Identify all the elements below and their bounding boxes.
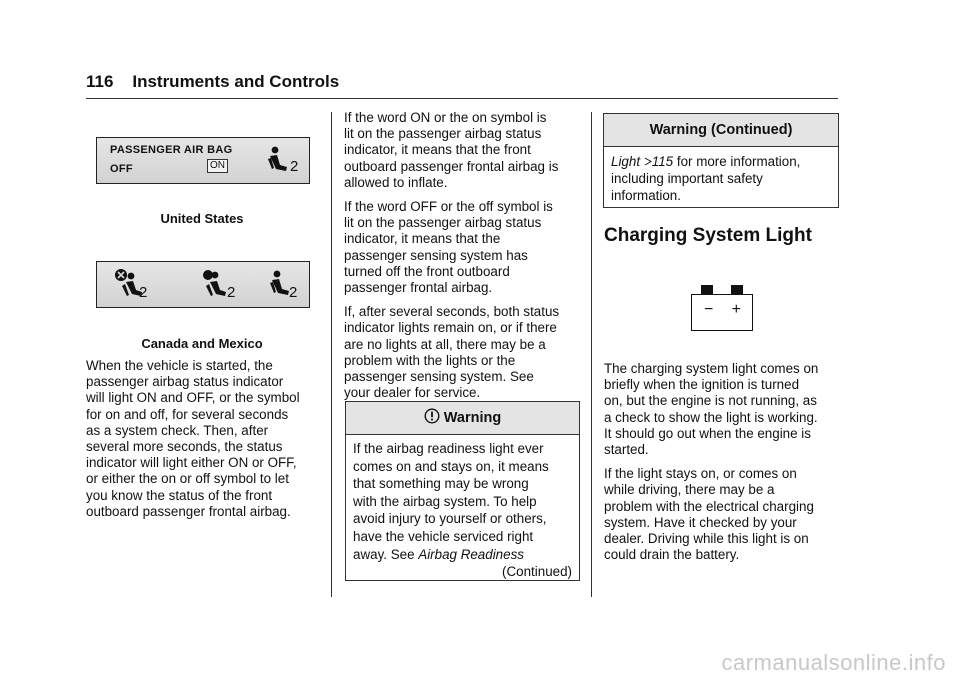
cross-reference-link[interactable]: Light [611,154,641,169]
warning-continued-text [611,153,831,205]
warning-header [346,402,579,435]
column2-body [344,110,584,401]
text-line: for more information, [673,154,801,169]
text-line: a check to show the light is working. [604,409,818,425]
text-line: lit on the passenger airbag status [344,215,542,231]
text-line: outboard passenger frontal airbag. [86,503,291,519]
warning-icon [424,408,440,424]
text-line: information. [611,188,681,204]
section-heading: Charging System Light [604,225,812,246]
warning-title: Warning [443,410,502,426]
seat-number-3: 2 [289,284,298,301]
text-line: passenger airbag status indicator [86,374,284,390]
seat-number-2: 2 [227,284,236,301]
text-line: When the vehicle is started, the [86,358,273,373]
text-line: with the airbag system. To help [353,493,537,509]
airbag-on-icon [197,268,227,300]
paragraph-service [344,304,584,401]
text-line: system. Have it checked by your [604,514,797,530]
text-line: problem with the electrical charging [604,498,814,514]
text-line: If the airbag readiness light ever [353,441,544,456]
warning-box [345,401,580,581]
seat-number-1: 2 [139,284,148,301]
text-line: briefly when the ignition is turned [604,377,800,393]
text-line: allowed to inflate. [344,174,448,190]
airbag-panel-us [96,137,310,184]
warning-continued-header: Warning (Continued) [604,114,838,147]
text-line: for on and off, for several seconds [86,406,289,422]
plus-sign: + [731,301,741,318]
text-line: including important safety [611,171,763,187]
text-line: problem with the lights or the [344,352,516,368]
battery-icon [691,294,753,331]
panel-line1: PASSENGER AIR BAG [110,144,233,156]
text-line: your dealer for service. [344,385,481,401]
paragraph-on [344,110,584,191]
page-reference[interactable]: 115 [651,154,674,169]
text-line: dealer. Driving while this light is on [604,531,809,547]
text-line: indicator will light either ON or OFF, [86,455,297,471]
text-line: passenger sensing system. See [344,369,534,385]
continued-label: (Continued) [502,564,572,580]
text-line: several more seconds, the status [86,439,283,455]
text-line: indicator lights remain on, or if there [344,320,557,336]
text-line: It should go out when the engine is [604,425,811,441]
text-line: avoid injury to yourself or others, [353,511,547,527]
watermark: carmanualsonline.info [721,650,946,675]
text-line: are no lights at all, there may be a [344,336,546,352]
text-line: The charging system light comes on [604,361,819,376]
caption-canada-mexico: Canada and Mexico [141,336,263,351]
text-line: as a system check. Then, after [86,422,269,438]
text-line: while driving, there may be a [604,482,775,498]
text-line: indicator, it means that the [344,231,501,247]
text-line: turned off the front outboard [344,263,510,279]
text-line: will light ON and OFF, or the symbol [86,390,300,406]
paragraph-off [344,199,584,296]
panel-on-label: ON [207,159,228,173]
minus-sign: − [704,301,714,318]
column1-body [86,358,326,520]
text-line: passenger sensing system has [344,247,528,263]
text-line: could drain the battery. [604,547,740,563]
text-line: indicator, it means that the front [344,142,531,158]
text-line: lit on the passenger airbag status [344,126,542,142]
text-line: started. [604,442,649,458]
warning-body [346,435,579,580]
warning-text [353,440,572,563]
text-line: away. See [353,546,419,562]
text-line: comes on and stays on, it means [353,458,549,474]
text-line: or either the on or off symbol to let [86,471,289,487]
text-line: passenger frontal airbag. [344,280,493,296]
header-rule [86,98,838,99]
text-line: that something may be wrong [353,476,529,492]
text-line: you know the status of the front [86,487,273,503]
text-line: outboard passenger frontal airbag is [344,158,559,174]
paragraph-charging [604,361,844,458]
column-divider-2 [591,112,592,597]
warning-continued-box [603,113,839,208]
panel-off-label: OFF [110,163,133,175]
page-ref-icon [644,157,652,166]
battery-terminal-negative [701,285,713,294]
page-number: 116 [86,72,114,91]
text-line: If the word ON or the on symbol is [344,110,547,125]
text-line: have the vehicle serviced right [353,528,534,544]
column3-body [604,361,844,563]
seat-number: 2 [290,158,299,175]
text-line: If, after several seconds, both status [344,304,560,320]
body-paragraph [86,358,326,520]
section-title: Instruments and Controls [132,72,340,91]
page-header [86,72,339,92]
airbag-panel-canada [96,261,310,308]
paragraph-stays-on [604,466,844,563]
warning-continued-body [604,147,838,205]
column-divider-1 [331,112,332,597]
text-line: If the light stays on, or comes on [604,466,797,482]
text-line: on, but the engine is not running, as [604,393,817,409]
cross-reference-link[interactable]: Airbag Readiness [418,546,524,562]
text-line: If the word OFF or the off symbol is [344,199,553,215]
battery-terminal-positive [731,285,743,294]
caption-united-states: United States [160,211,244,226]
airbag-off-icon [265,145,291,175]
